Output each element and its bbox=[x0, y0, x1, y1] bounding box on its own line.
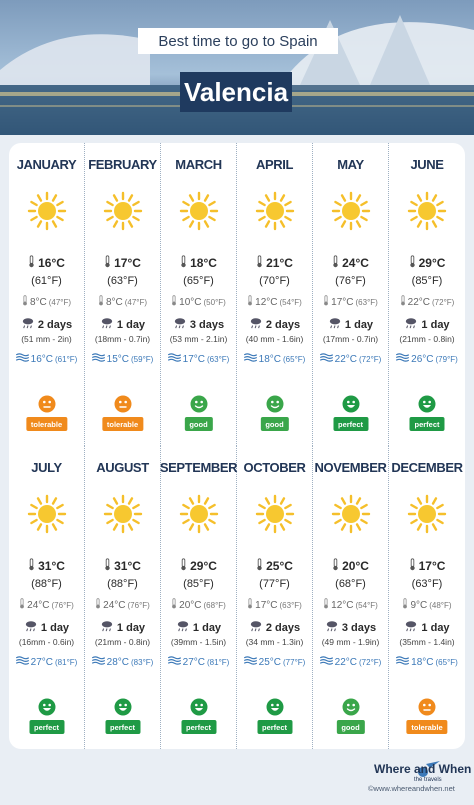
month-august bbox=[85, 446, 161, 749]
rain-cloud-icon bbox=[176, 620, 190, 635]
waves-icon bbox=[320, 353, 333, 365]
good-face-icon bbox=[190, 395, 208, 413]
rating-badge: good bbox=[336, 720, 364, 734]
thermometer-icon bbox=[256, 558, 263, 574]
low-temp-row bbox=[9, 598, 84, 612]
low-temp-row bbox=[161, 295, 236, 309]
city-of-arts-illustration bbox=[0, 0, 474, 135]
low-temp-f: (76°F) bbox=[51, 600, 74, 610]
month-september bbox=[161, 446, 237, 749]
header-banner bbox=[0, 0, 474, 135]
sea-temp-row bbox=[85, 656, 160, 668]
rain-row bbox=[237, 620, 312, 635]
sea-temp-f: (65°F) bbox=[435, 657, 458, 667]
rain-row bbox=[161, 620, 236, 635]
thermometer-icon bbox=[104, 558, 111, 574]
sun-icon bbox=[103, 191, 143, 231]
thermometer-icon bbox=[19, 598, 25, 612]
tolerable-face-icon bbox=[418, 698, 436, 716]
low-temp-row bbox=[9, 295, 84, 309]
rating-badge: perfect bbox=[257, 720, 292, 734]
high-temp-row bbox=[389, 255, 465, 271]
rain-days: 1 day bbox=[421, 621, 450, 634]
sun-icon bbox=[331, 494, 371, 534]
month-name: SEPTEMBER bbox=[159, 459, 238, 475]
low-temp-row bbox=[389, 295, 465, 309]
rating-badge: perfect bbox=[105, 720, 140, 734]
high-temp-c: 17°C bbox=[114, 256, 141, 270]
rain-amount: (34 mm - 1.3in) bbox=[245, 637, 304, 647]
rain-days: 1 day bbox=[116, 621, 146, 634]
low-temp-c: 17°C bbox=[331, 296, 354, 308]
rating-badge: tolerable bbox=[26, 417, 67, 431]
sea-temp-c: 18°C bbox=[258, 353, 282, 365]
rain-cloud-icon bbox=[100, 620, 114, 635]
rating-badge: tolerable bbox=[102, 417, 143, 431]
low-temp-row bbox=[85, 598, 160, 612]
low-temp-c: 12°C bbox=[331, 599, 354, 611]
high-temp-c: 16°C bbox=[38, 256, 65, 270]
high-temp-row bbox=[161, 255, 236, 271]
month-name: NOVEMBER bbox=[314, 459, 387, 475]
perfect-face-icon bbox=[266, 698, 284, 716]
sea-temp-c: 26°C bbox=[411, 353, 434, 365]
low-temp-c: 12°C bbox=[255, 296, 278, 308]
thermometer-icon bbox=[409, 558, 416, 574]
sea-temp-f: (77°F) bbox=[283, 657, 306, 667]
sea-temp-c: 27°C bbox=[30, 656, 54, 668]
high-temp-f: (76°F) bbox=[335, 275, 366, 287]
sea-temp-row bbox=[161, 353, 236, 365]
high-temp-f: (65°F) bbox=[183, 275, 214, 287]
logo-subtext: the travels bbox=[414, 777, 442, 783]
rain-cloud-icon bbox=[249, 317, 263, 332]
sea-temp-f: (81°F) bbox=[207, 657, 230, 667]
rating-badge: good bbox=[184, 417, 212, 431]
good-face-icon bbox=[342, 698, 360, 716]
waves-icon bbox=[16, 656, 29, 668]
sun-icon bbox=[407, 191, 447, 231]
sea-temp-f: (59°F) bbox=[131, 354, 154, 364]
sea-temp-c: 17°C bbox=[182, 353, 206, 365]
low-temp-c: 9°C bbox=[410, 599, 428, 611]
rain-amount: (16mm - 0.6in) bbox=[18, 637, 75, 647]
rating-badge: tolerable bbox=[406, 720, 447, 734]
high-temp-row bbox=[313, 255, 388, 271]
rain-days: 3 days bbox=[341, 621, 377, 634]
site-url: ©www.whereandwhen.net bbox=[368, 784, 455, 793]
thermometer-icon bbox=[409, 255, 416, 271]
rain-cloud-icon bbox=[21, 317, 35, 332]
rain-amount: (40 mm - 1.6in) bbox=[245, 334, 304, 344]
thermometer-icon bbox=[180, 558, 187, 574]
thermometer-icon bbox=[402, 598, 408, 612]
good-face-icon bbox=[266, 395, 284, 413]
waves-icon bbox=[168, 656, 181, 668]
rain-cloud-icon bbox=[249, 620, 263, 635]
rain-row bbox=[85, 317, 160, 332]
high-temp-f: (63°F) bbox=[411, 578, 443, 590]
rain-amount: (49 mm - 1.9in) bbox=[321, 637, 380, 647]
high-temp-f: (85°F) bbox=[411, 275, 443, 287]
month-april bbox=[237, 143, 313, 446]
low-temp-c: 22°C bbox=[407, 296, 431, 308]
months-grid bbox=[9, 143, 465, 749]
rain-cloud-icon bbox=[325, 620, 339, 635]
waves-icon bbox=[244, 353, 257, 365]
sun-icon bbox=[179, 494, 219, 534]
thermometer-icon bbox=[332, 558, 339, 574]
sea-temp-c: 28°C bbox=[106, 656, 130, 668]
thermometer-icon bbox=[28, 255, 35, 271]
sea-temp-f: (61°F) bbox=[55, 354, 78, 364]
sea-temp-row bbox=[237, 353, 312, 365]
low-temp-row bbox=[389, 598, 465, 612]
rain-row bbox=[85, 620, 160, 635]
sun-icon bbox=[331, 191, 371, 231]
low-temp-f: (63°F) bbox=[279, 600, 302, 610]
low-temp-row bbox=[85, 295, 160, 309]
sun-icon bbox=[27, 191, 67, 231]
sun-icon bbox=[27, 494, 67, 534]
sea-temp-c: 16°C bbox=[30, 353, 54, 365]
rain-amount: (39mm - 1.5in) bbox=[170, 637, 227, 647]
low-temp-row bbox=[313, 598, 388, 612]
month-may bbox=[313, 143, 389, 446]
rain-days: 1 day bbox=[40, 621, 70, 634]
low-temp-f: (48°F) bbox=[429, 600, 452, 610]
sea-temp-f: (81°F) bbox=[55, 657, 78, 667]
rain-cloud-icon bbox=[24, 620, 38, 635]
sea-temp-f: (72°F) bbox=[359, 657, 382, 667]
thermometer-icon bbox=[95, 598, 101, 612]
high-temp-c: 24°C bbox=[342, 256, 369, 270]
rain-row bbox=[161, 317, 236, 332]
high-temp-c: 17°C bbox=[418, 559, 446, 573]
sea-temp-row bbox=[9, 656, 84, 668]
rating-badge: perfect bbox=[333, 417, 368, 431]
low-temp-f: (54°F) bbox=[279, 297, 302, 307]
rain-row bbox=[313, 620, 388, 635]
month-name: MARCH bbox=[175, 156, 222, 172]
thermometer-icon bbox=[22, 295, 28, 309]
low-temp-c: 24°C bbox=[27, 599, 50, 611]
month-july bbox=[9, 446, 85, 749]
sea-temp-row bbox=[389, 656, 465, 668]
low-temp-row bbox=[237, 598, 312, 612]
rain-amount: (21mm - 0.8in) bbox=[399, 334, 455, 344]
month-name: JANUARY bbox=[16, 156, 77, 172]
low-temp-f: (47°F) bbox=[48, 297, 72, 307]
sea-temp-row bbox=[237, 656, 312, 668]
thermometer-icon bbox=[171, 598, 177, 612]
waves-icon bbox=[168, 353, 181, 365]
sea-temp-c: 27°C bbox=[182, 656, 206, 668]
month-june bbox=[389, 143, 465, 446]
rain-amount: (17mm - 0.7in) bbox=[322, 334, 379, 344]
month-name: APRIL bbox=[255, 156, 293, 172]
high-temp-c: 21°C bbox=[266, 256, 293, 270]
thermometer-icon bbox=[332, 255, 339, 271]
month-october bbox=[237, 446, 313, 749]
sun-icon bbox=[255, 494, 295, 534]
page-title: Best time to go to Spain bbox=[138, 28, 338, 54]
rain-days: 2 days bbox=[37, 318, 73, 331]
low-temp-f: (63°F) bbox=[355, 297, 378, 307]
perfect-face-icon bbox=[418, 395, 436, 413]
tolerable-face-icon bbox=[38, 395, 56, 413]
rain-row bbox=[237, 317, 312, 332]
sun-icon bbox=[179, 191, 219, 231]
rain-days: 1 day bbox=[116, 318, 146, 331]
rain-cloud-icon bbox=[404, 317, 418, 332]
sea-temp-c: 15°C bbox=[106, 353, 130, 365]
perfect-face-icon bbox=[342, 395, 360, 413]
month-name: OCTOBER bbox=[243, 459, 306, 475]
rain-amount: (21mm - 0.8in) bbox=[94, 637, 151, 647]
low-temp-f: (76°F) bbox=[127, 600, 150, 610]
high-temp-c: 29°C bbox=[190, 559, 217, 573]
thermometer-icon bbox=[104, 255, 111, 271]
month-name: AUGUST bbox=[96, 459, 149, 475]
low-temp-f: (68°F) bbox=[203, 600, 226, 610]
rain-cloud-icon bbox=[173, 317, 187, 332]
month-name: MAY bbox=[337, 156, 364, 172]
high-temp-c: 31°C bbox=[114, 559, 141, 573]
high-temp-c: 20°C bbox=[342, 559, 369, 573]
rain-cloud-icon bbox=[404, 620, 418, 635]
thermometer-icon bbox=[323, 295, 329, 309]
sea-temp-f: (72°F) bbox=[359, 354, 382, 364]
waves-icon bbox=[92, 656, 105, 668]
month-november bbox=[313, 446, 389, 749]
waves-icon bbox=[320, 656, 333, 668]
sea-temp-c: 22°C bbox=[334, 353, 358, 365]
thermometer-icon bbox=[171, 295, 177, 309]
sea-temp-f: (79°F) bbox=[435, 354, 458, 364]
low-temp-row bbox=[237, 295, 312, 309]
rating-badge: good bbox=[260, 417, 288, 431]
high-temp-row bbox=[237, 255, 312, 271]
rain-days: 1 day bbox=[421, 318, 450, 331]
sea-temp-f: (83°F) bbox=[131, 657, 154, 667]
low-temp-f: (54°F) bbox=[355, 600, 378, 610]
waves-icon bbox=[396, 656, 409, 668]
high-temp-c: 25°C bbox=[266, 559, 293, 573]
sea-temp-row bbox=[9, 353, 84, 365]
thermometer-icon bbox=[28, 558, 35, 574]
sun-icon bbox=[103, 494, 143, 534]
thermometer-icon bbox=[323, 598, 329, 612]
sea-temp-row bbox=[313, 353, 388, 365]
sea-temp-f: (63°F) bbox=[207, 354, 230, 364]
thermometer-icon bbox=[400, 295, 406, 309]
high-temp-f: (70°F) bbox=[259, 275, 290, 287]
high-temp-row bbox=[313, 558, 388, 574]
thermometer-icon bbox=[98, 295, 104, 309]
high-temp-row bbox=[9, 255, 84, 271]
tolerable-face-icon bbox=[114, 395, 132, 413]
rain-row bbox=[389, 620, 465, 635]
low-temp-f: (47°F) bbox=[124, 297, 148, 307]
perfect-face-icon bbox=[190, 698, 208, 716]
waves-icon bbox=[244, 656, 257, 668]
low-temp-c: 20°C bbox=[179, 599, 202, 611]
sea-temp-c: 18°C bbox=[411, 656, 434, 668]
month-name: JUNE bbox=[410, 156, 444, 172]
rain-days: 1 day bbox=[192, 621, 222, 634]
sun-icon bbox=[255, 191, 295, 231]
perfect-face-icon bbox=[114, 698, 132, 716]
rain-row bbox=[389, 317, 465, 332]
high-temp-f: (68°F) bbox=[335, 578, 366, 590]
high-temp-row bbox=[389, 558, 465, 574]
rain-row bbox=[9, 620, 84, 635]
sea-temp-row bbox=[389, 353, 465, 365]
thermometer-icon bbox=[247, 598, 253, 612]
high-temp-f: (77°F) bbox=[259, 578, 290, 590]
month-december bbox=[389, 446, 465, 749]
city-name: Valencia bbox=[180, 72, 292, 112]
sea-temp-row bbox=[313, 656, 388, 668]
low-temp-c: 10°C bbox=[179, 296, 202, 308]
month-name: JULY bbox=[31, 459, 62, 475]
perfect-face-icon bbox=[38, 698, 56, 716]
rating-badge: perfect bbox=[181, 720, 216, 734]
high-temp-c: 18°C bbox=[190, 256, 217, 270]
high-temp-c: 29°C bbox=[418, 256, 446, 270]
rain-cloud-icon bbox=[100, 317, 114, 332]
rain-days: 2 days bbox=[265, 621, 301, 634]
rain-days: 1 day bbox=[344, 318, 374, 331]
waves-icon bbox=[396, 353, 409, 365]
waves-icon bbox=[16, 353, 29, 365]
rain-row bbox=[313, 317, 388, 332]
month-february bbox=[85, 143, 161, 446]
rain-days: 2 days bbox=[265, 318, 301, 331]
low-temp-row bbox=[313, 295, 388, 309]
waves-icon bbox=[92, 353, 105, 365]
rain-row bbox=[9, 317, 84, 332]
high-temp-f: (61°F) bbox=[31, 275, 62, 287]
month-name: FEBRUARY bbox=[88, 156, 157, 172]
rating-badge: perfect bbox=[29, 720, 64, 734]
high-temp-row bbox=[85, 255, 160, 271]
high-temp-row bbox=[85, 558, 160, 574]
rain-days: 3 days bbox=[189, 318, 225, 331]
month-name: DECEMBER bbox=[391, 459, 463, 475]
high-temp-row bbox=[237, 558, 312, 574]
month-january bbox=[9, 143, 85, 446]
high-temp-f: (63°F) bbox=[107, 275, 138, 287]
low-temp-c: 8°C bbox=[105, 296, 123, 308]
rain-amount: (35mm - 1.4in) bbox=[399, 637, 455, 647]
sun-icon bbox=[407, 494, 447, 534]
rain-amount: (51 mm - 2in) bbox=[21, 334, 72, 344]
thermometer-icon bbox=[247, 295, 253, 309]
high-temp-c: 31°C bbox=[38, 559, 65, 573]
logo-text: Where and When bbox=[374, 762, 472, 776]
sea-temp-c: 25°C bbox=[258, 656, 282, 668]
sea-temp-f: (65°F) bbox=[283, 354, 306, 364]
high-temp-f: (88°F) bbox=[107, 578, 138, 590]
high-temp-f: (85°F) bbox=[183, 578, 214, 590]
high-temp-row bbox=[9, 558, 84, 574]
rain-cloud-icon bbox=[328, 317, 342, 332]
high-temp-row bbox=[161, 558, 236, 574]
rain-amount: (53 mm - 2.1in) bbox=[169, 334, 228, 344]
rain-amount: (18mm - 0.7in) bbox=[94, 334, 151, 344]
high-temp-f: (88°F) bbox=[31, 578, 62, 590]
sea-temp-row bbox=[161, 656, 236, 668]
rating-badge: perfect bbox=[409, 417, 444, 431]
month-march bbox=[161, 143, 237, 446]
thermometer-icon bbox=[256, 255, 263, 271]
sea-temp-row bbox=[85, 353, 160, 365]
low-temp-f: (50°F) bbox=[203, 297, 226, 307]
low-temp-c: 24°C bbox=[103, 599, 126, 611]
low-temp-c: 8°C bbox=[29, 296, 47, 308]
low-temp-f: (72°F) bbox=[432, 297, 455, 307]
low-temp-c: 17°C bbox=[255, 599, 278, 611]
low-temp-row bbox=[161, 598, 236, 612]
thermometer-icon bbox=[180, 255, 187, 271]
sea-temp-c: 22°C bbox=[334, 656, 358, 668]
